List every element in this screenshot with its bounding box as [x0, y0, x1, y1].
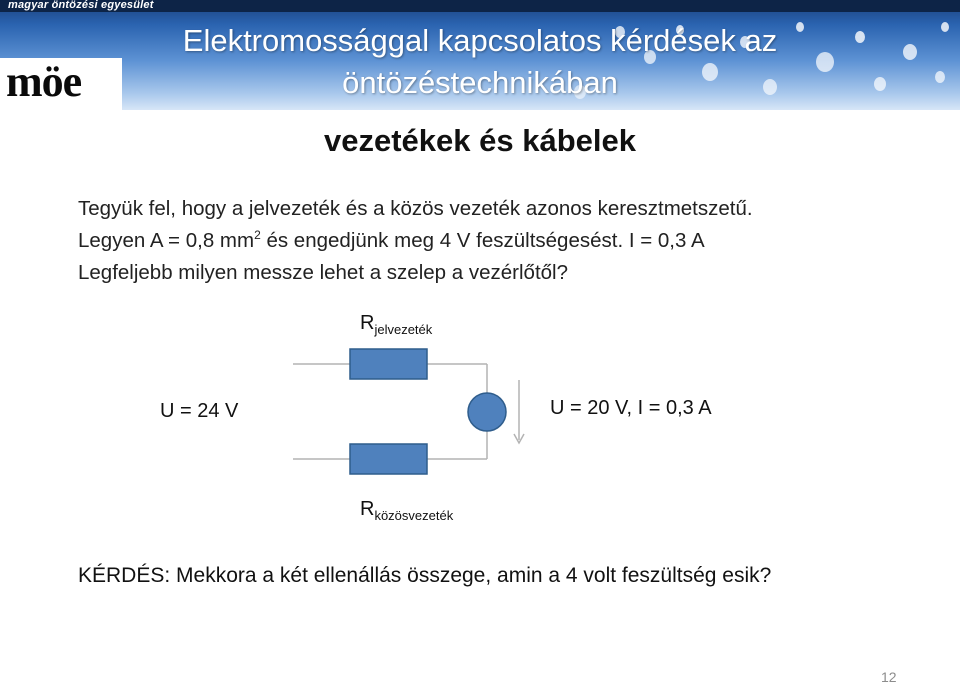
- load-label: U = 20 V, I = 0,3 A: [550, 397, 712, 419]
- title-line-2: öntözéstechnikában: [342, 65, 618, 100]
- problem-statement: [78, 193, 898, 289]
- page-number: 12: [881, 669, 897, 685]
- resistor-common-wire: [350, 444, 427, 474]
- resistor-signal-wire: [350, 349, 427, 379]
- page-title: [140, 20, 820, 104]
- header-banner: [0, 0, 960, 110]
- body-line-1: Tegyük fel, hogy a jelvezeték és a közös vezeték azonos keresztmetszetű.: [78, 197, 753, 220]
- body-line-3: Legfeljebb milyen messze lehet a szelep a vezérlőtől?: [78, 261, 568, 284]
- org-name: magyar öntözési egyesület: [8, 0, 154, 11]
- question-text: KÉRDÉS: Mekkora a két ellenállás összege, amin a 4 volt feszültség esik?: [78, 564, 772, 587]
- body-line-2: Legyen A = 0,8 $mm^2$ és engedjünk meg 4 V feszültségesést. I = 0,3 A: [78, 228, 705, 252]
- title-line-1: Elektromossággal kapcsolatos kérdések az: [182, 23, 778, 58]
- valve-load-icon: [468, 393, 506, 431]
- resistor-top-label: $R_{jelvezeték}$: [360, 312, 433, 337]
- circuit-diagram: [0, 300, 960, 550]
- source-voltage-label: U = 24 V: [160, 400, 239, 422]
- section-subtitle: vezetékek és kábelek: [324, 123, 636, 158]
- circuit-drawing: [0, 300, 960, 550]
- logo: möe: [6, 57, 82, 106]
- resistor-bottom-label: $R_{közösvezeték}$: [360, 498, 454, 523]
